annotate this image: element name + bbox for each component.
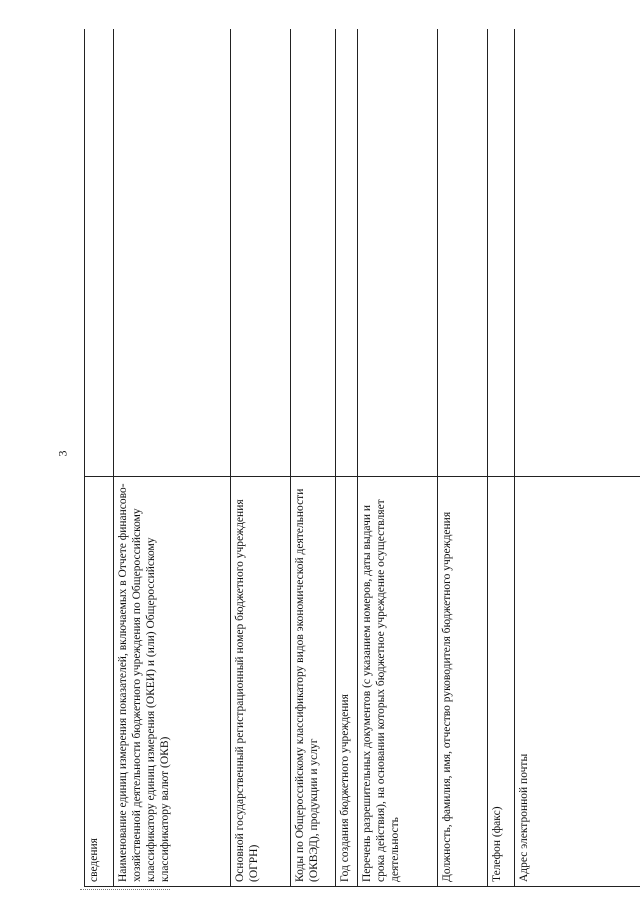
header-value-cell bbox=[85, 29, 114, 477]
table-row bbox=[291, 29, 336, 887]
row-label: Должность, фамилия, имя, отчество руководителя бюджетного учреждения bbox=[438, 477, 488, 887]
rotated-table-area bbox=[84, 29, 640, 887]
row-label: Наименование единиц измерения показателей, включаемых в Отчете финансово-хозяйственной деятельности бюджетного учреждения по Общероссийскому классификатору единиц измерения (ОКЕИ) и (или) Общероссийскому классификатору валют (ОКВ) bbox=[114, 477, 231, 887]
row-label: Перечень разрешительных документов (с указанием номеров, даты выдачи и срока действия), на основании которых бюджетное учреждение осуществляет деятельность bbox=[358, 477, 438, 887]
row-value bbox=[515, 29, 640, 477]
table-row bbox=[515, 29, 640, 887]
row-value bbox=[336, 29, 358, 477]
row-label: Адрес электронной почты bbox=[515, 477, 640, 887]
info-table bbox=[84, 29, 640, 887]
header-label-cell: сведения bbox=[85, 477, 114, 887]
table-row bbox=[358, 29, 438, 887]
row-label: Коды по Общероссийскому классификатору видов экономической деятельности (ОКВЭД), продукции и услуг bbox=[291, 477, 336, 887]
table-row bbox=[231, 29, 291, 887]
row-value bbox=[488, 29, 515, 477]
row-value bbox=[291, 29, 336, 477]
row-label: Телефон (факс) bbox=[488, 477, 515, 887]
row-value bbox=[438, 29, 488, 477]
row-value bbox=[231, 29, 291, 477]
row-label: Год создания бюджетного учреждения bbox=[336, 477, 358, 887]
table-row bbox=[488, 29, 515, 887]
table-row bbox=[114, 29, 231, 887]
table-header-row bbox=[85, 29, 114, 887]
scan-artifact-line bbox=[80, 889, 170, 892]
page-number: 3 bbox=[55, 450, 70, 457]
table-row bbox=[438, 29, 488, 887]
table-row bbox=[336, 29, 358, 887]
row-value bbox=[358, 29, 438, 477]
row-label: Основной государственный регистрационный номер бюджетного учреждения (ОГРН) bbox=[231, 477, 291, 887]
row-value bbox=[114, 29, 231, 477]
